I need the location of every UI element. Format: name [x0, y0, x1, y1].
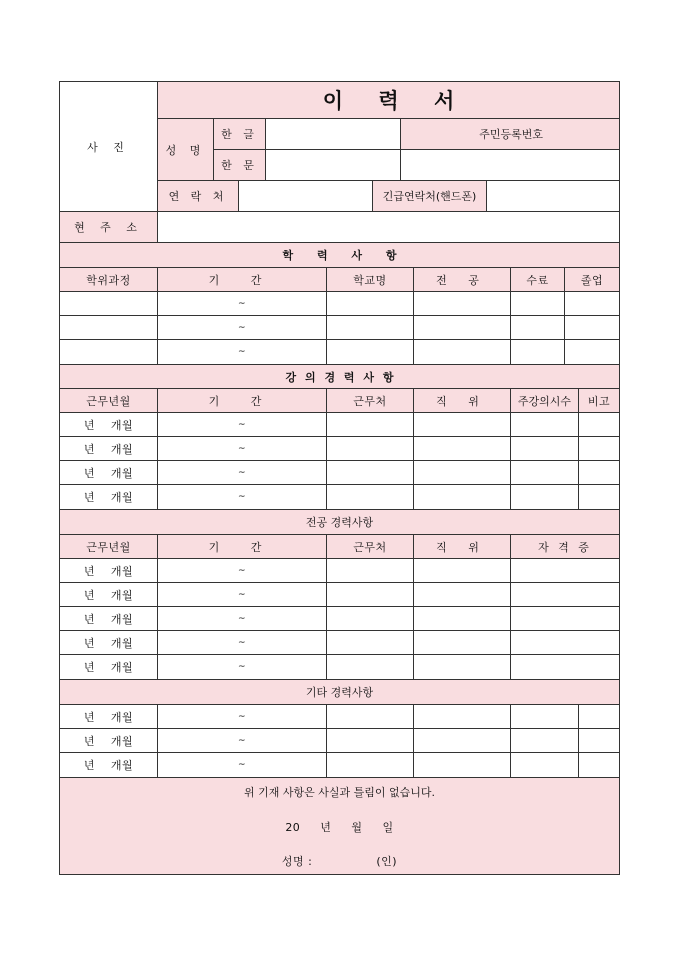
table-row[interactable]: ~ [157, 728, 327, 753]
table-row[interactable] [413, 654, 511, 680]
table-row[interactable] [510, 558, 620, 583]
table-row[interactable] [413, 728, 511, 753]
table-row[interactable] [59, 339, 158, 365]
table-row[interactable] [326, 291, 414, 316]
resume-form [60, 82, 621, 876]
table-row[interactable] [413, 606, 511, 631]
signature-line [60, 853, 619, 869]
page-title: 이 력 서 [157, 81, 620, 119]
table-row[interactable] [578, 752, 620, 778]
table-row[interactable] [564, 315, 620, 340]
table-row[interactable] [413, 582, 511, 607]
table-row[interactable] [578, 728, 620, 753]
lecture-col-note: 비고 [578, 388, 620, 413]
table-row[interactable] [326, 558, 414, 583]
emergency-contact-label: 긴급연락처(핸드폰) [372, 180, 487, 212]
hangul-name-field[interactable] [265, 118, 401, 150]
table-row[interactable]: ~ [157, 339, 327, 365]
contact-field[interactable] [238, 180, 373, 212]
table-row[interactable] [510, 436, 579, 461]
table-row[interactable] [413, 558, 511, 583]
table-row[interactable]: ~ [157, 630, 327, 655]
major-col-license: 자 격 증 [510, 534, 620, 559]
table-row[interactable]: 년 개월 [59, 484, 158, 510]
photo-box: 사 진 [59, 81, 158, 212]
major-col-position: 직 위 [413, 534, 511, 559]
table-row[interactable] [326, 339, 414, 365]
table-row[interactable] [510, 339, 565, 365]
name-label: 성 명 [157, 118, 214, 181]
table-row[interactable]: ~ [157, 606, 327, 631]
lecture-section-title: 강 의 경 력 사 항 [59, 364, 620, 389]
lecture-col-workplace: 근무처 [326, 388, 414, 413]
table-row[interactable] [578, 704, 620, 729]
education-col-degree: 학위과정 [59, 267, 158, 292]
table-row[interactable] [326, 436, 414, 461]
table-row[interactable]: ~ [157, 752, 327, 778]
table-row[interactable] [510, 315, 565, 340]
table-row[interactable]: ~ [157, 436, 327, 461]
table-row[interactable]: ~ [157, 460, 327, 485]
table-row[interactable]: 년 개월 [59, 752, 158, 778]
table-row[interactable] [510, 752, 579, 778]
table-row[interactable] [578, 460, 620, 485]
emergency-contact-field[interactable] [486, 180, 620, 212]
signature-label: 성명 : [281, 855, 313, 868]
table-row[interactable] [510, 460, 579, 485]
declaration-box [59, 777, 620, 875]
table-row[interactable] [326, 460, 414, 485]
table-row[interactable] [326, 606, 414, 631]
address-label: 현 주 소 [59, 211, 158, 243]
table-row[interactable] [413, 704, 511, 729]
table-row[interactable] [326, 582, 414, 607]
education-col-graduated: 졸업 [564, 267, 620, 292]
major-col-period-ym: 근무년월 [59, 534, 158, 559]
table-row[interactable]: 년 개월 [59, 704, 158, 729]
table-row[interactable] [564, 339, 620, 365]
hangul-label: 한 글 [213, 118, 266, 150]
table-row[interactable] [326, 412, 414, 437]
table-row[interactable] [326, 728, 414, 753]
declaration-statement: 위 기재 사항은 사실과 틀림이 없습니다. [244, 786, 435, 799]
table-row[interactable]: 년 개월 [59, 606, 158, 631]
table-row[interactable] [510, 630, 620, 655]
table-row[interactable]: 년 개월 [59, 582, 158, 607]
education-col-period: 기 간 [157, 267, 327, 292]
table-row[interactable] [413, 484, 511, 510]
seal-mark: (인) [376, 855, 398, 868]
education-col-school: 학교명 [326, 267, 414, 292]
major-career-section-title: 전공 경력사항 [59, 509, 620, 535]
table-row[interactable] [413, 412, 511, 437]
resident-no-label: 주민등록번호 [400, 118, 620, 150]
lecture-col-position: 직 위 [413, 388, 511, 413]
table-row[interactable] [59, 315, 158, 340]
table-row[interactable]: ~ [157, 558, 327, 583]
table-row[interactable] [578, 412, 620, 437]
hanja-name-field[interactable] [265, 149, 401, 181]
table-row[interactable] [413, 339, 511, 365]
table-row[interactable]: 년 개월 [59, 728, 158, 753]
lecture-col-hours: 주강의시수 [510, 388, 579, 413]
table-row[interactable] [59, 291, 158, 316]
table-row[interactable] [510, 412, 579, 437]
table-row[interactable]: 년 개월 [59, 460, 158, 485]
table-row[interactable] [510, 704, 579, 729]
table-row[interactable] [564, 291, 620, 316]
table-row[interactable] [326, 704, 414, 729]
education-section-title: 학 력 사 항 [59, 242, 620, 268]
table-row[interactable] [413, 291, 511, 316]
table-row[interactable] [413, 752, 511, 778]
table-row[interactable]: 년 개월 [59, 412, 158, 437]
table-row[interactable] [413, 315, 511, 340]
major-col-workplace: 근무처 [326, 534, 414, 559]
table-row[interactable] [578, 436, 620, 461]
table-row[interactable]: ~ [157, 704, 327, 729]
table-row[interactable]: ~ [157, 582, 327, 607]
table-row[interactable] [413, 630, 511, 655]
other-career-section-title: 기타 경력사항 [59, 679, 620, 705]
table-row[interactable]: ~ [157, 412, 327, 437]
address-field[interactable] [157, 211, 620, 243]
table-row[interactable] [326, 484, 414, 510]
table-row[interactable] [510, 728, 579, 753]
hanja-label: 한 문 [213, 149, 266, 181]
education-col-completed: 수료 [510, 267, 565, 292]
lecture-col-period: 기 간 [157, 388, 327, 413]
table-row[interactable] [326, 654, 414, 680]
table-row[interactable] [510, 484, 579, 510]
declaration-date: 20 년 월 일 [285, 821, 394, 834]
table-row[interactable] [326, 315, 414, 340]
table-row[interactable]: ~ [157, 484, 327, 510]
table-row[interactable]: ~ [157, 291, 327, 316]
table-row[interactable] [578, 484, 620, 510]
table-row[interactable] [326, 630, 414, 655]
contact-label: 연 락 처 [157, 180, 239, 212]
table-row[interactable] [510, 606, 620, 631]
table-row[interactable] [413, 436, 511, 461]
major-col-period: 기 간 [157, 534, 327, 559]
lecture-col-period-ym: 근무년월 [59, 388, 158, 413]
table-row[interactable]: 년 개월 [59, 558, 158, 583]
table-row[interactable] [413, 460, 511, 485]
table-row[interactable]: ~ [157, 315, 327, 340]
table-row[interactable]: 년 개월 [59, 654, 158, 680]
table-row[interactable] [510, 582, 620, 607]
table-row[interactable] [510, 291, 565, 316]
table-row[interactable]: 년 개월 [59, 630, 158, 655]
table-row[interactable]: 년 개월 [59, 436, 158, 461]
table-row[interactable] [510, 654, 620, 680]
education-col-major: 전 공 [413, 267, 511, 292]
resident-no-field[interactable] [400, 149, 620, 181]
table-row[interactable] [326, 752, 414, 778]
table-row[interactable]: ~ [157, 654, 327, 680]
